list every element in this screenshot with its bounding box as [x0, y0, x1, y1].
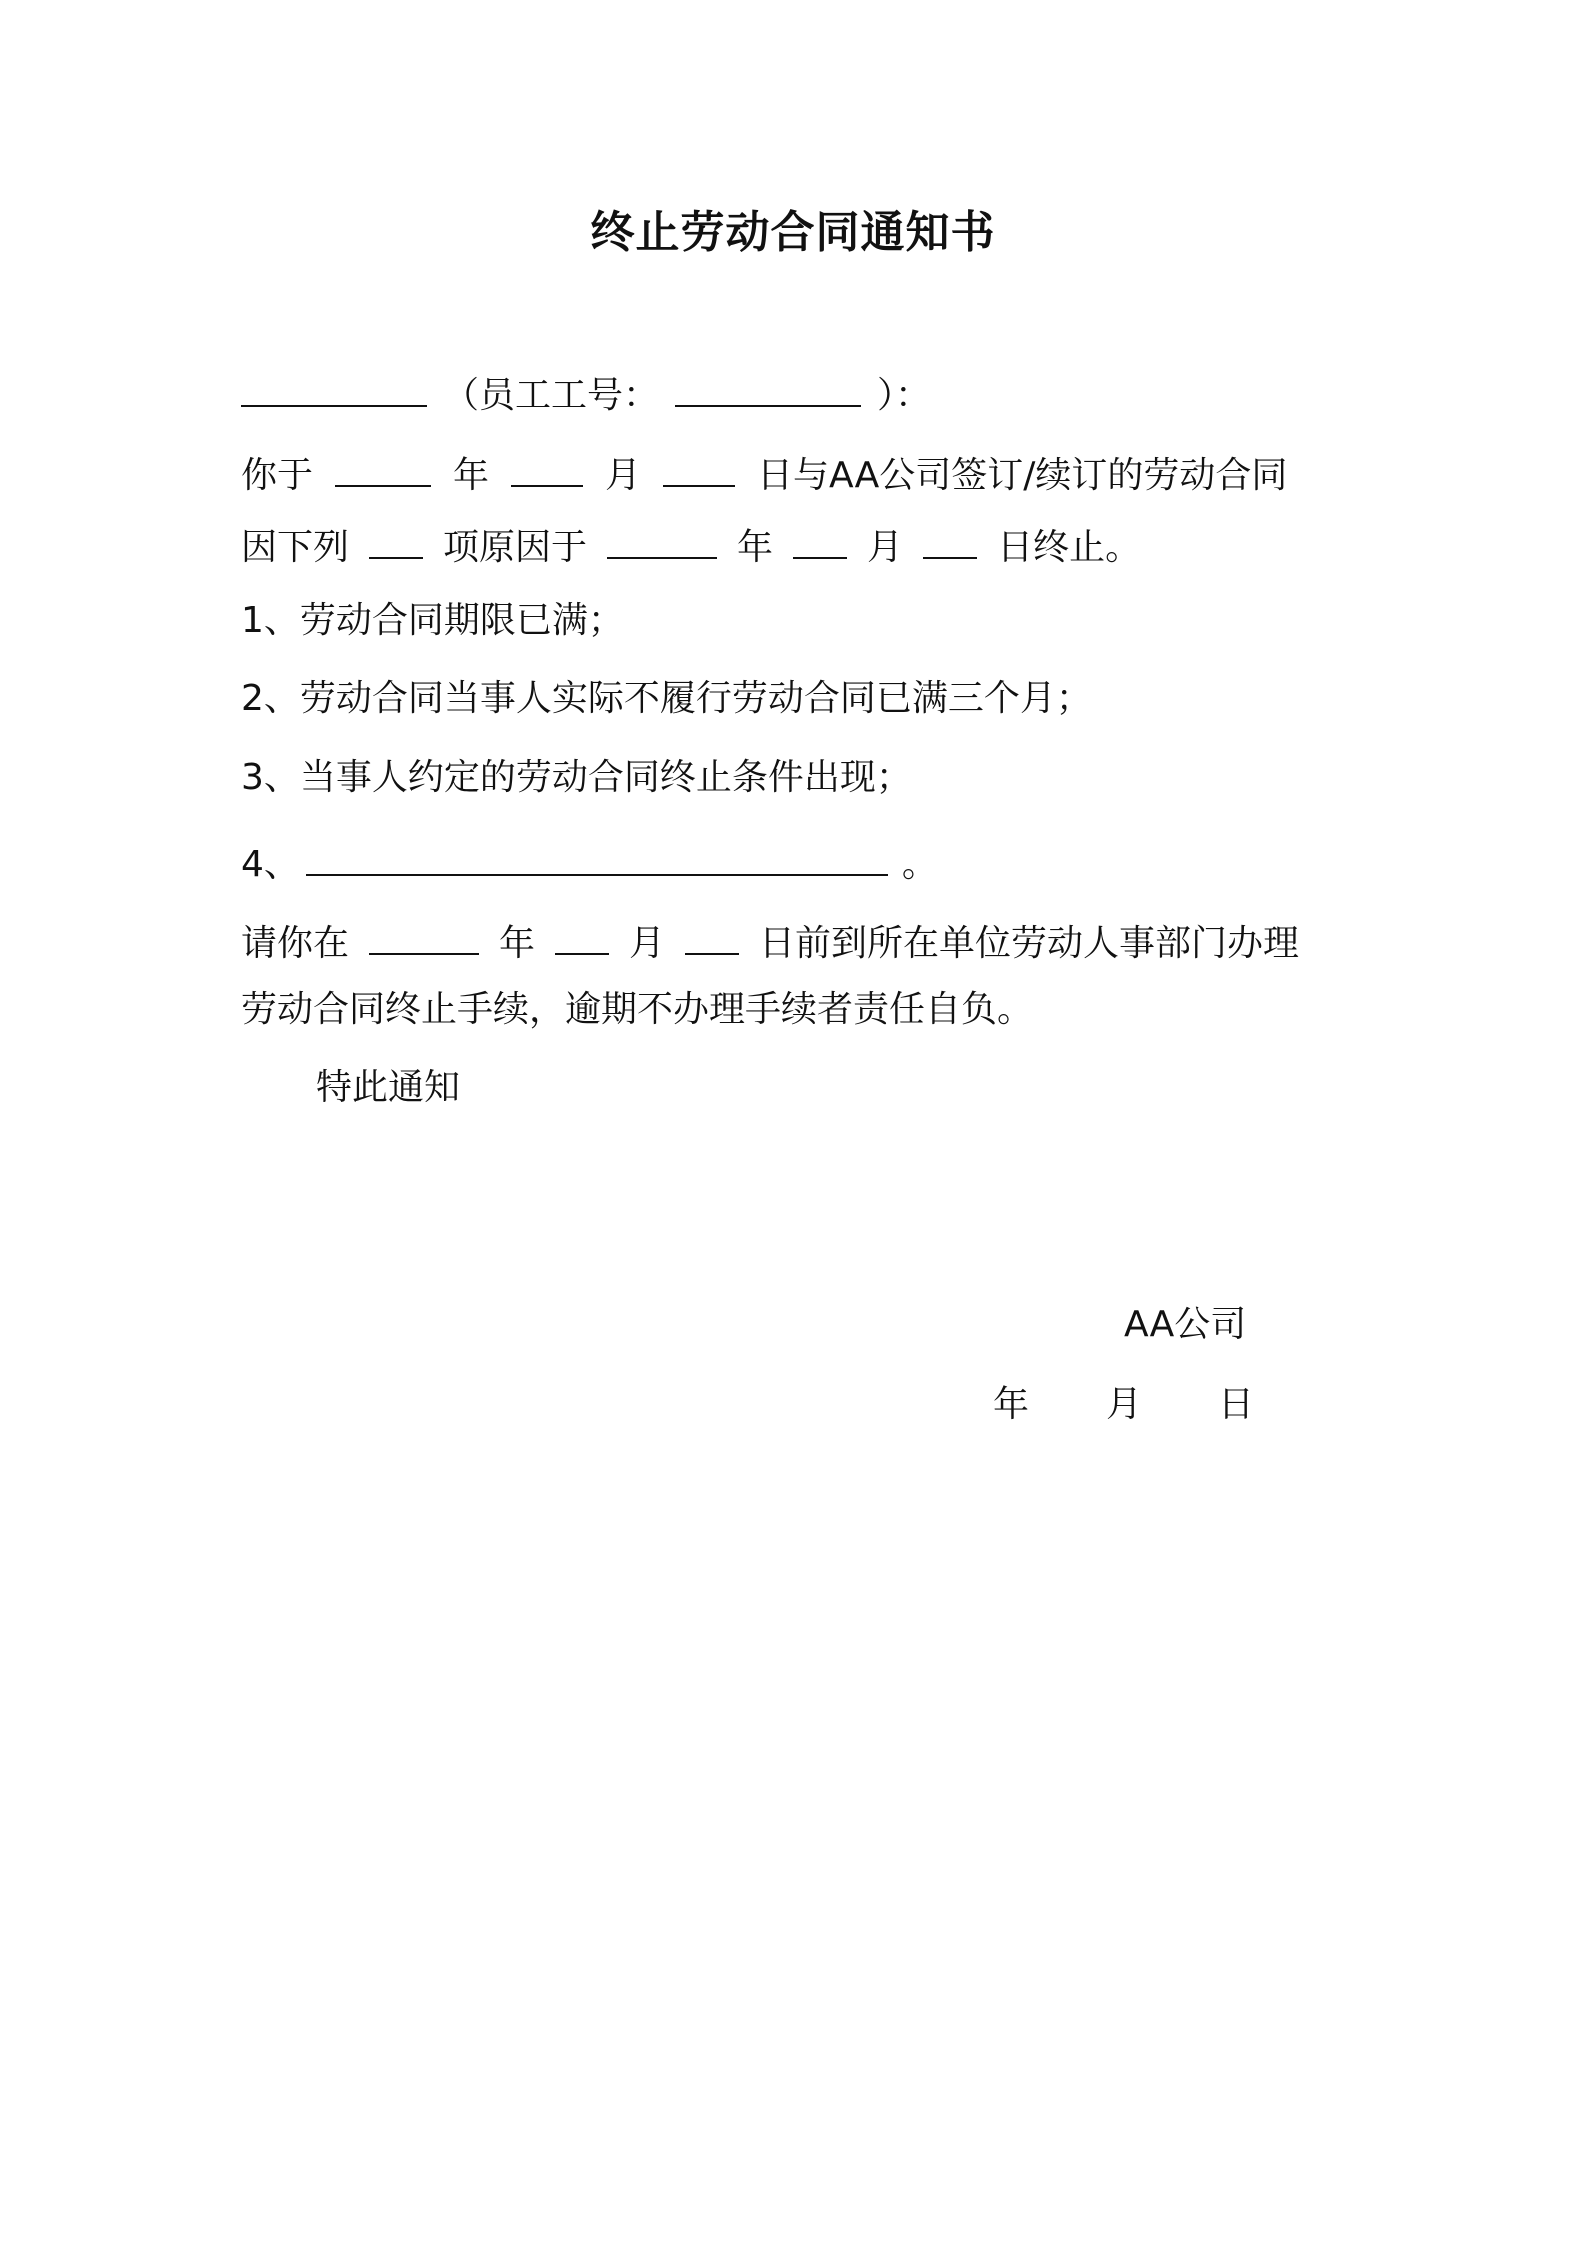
paragraph2-line2: 劳动合同终止手续，逾期不办理手续者责任自负。 [241, 989, 1034, 1030]
reason-item-other [241, 834, 938, 890]
end-year-blank [607, 517, 717, 559]
employee-id-label: （员工工号： [443, 375, 660, 416]
reason4-prefix: 4、 [241, 844, 300, 885]
sign-date-prefix: 你于 [241, 455, 314, 496]
deadline-year-label: 年 [499, 923, 536, 964]
sign-month-label: 月 [605, 455, 642, 496]
other-reason-blank [306, 834, 888, 876]
deadline-day-blank [685, 913, 739, 955]
reason-item: 3、当事人约定的劳动合同终止条件出现； [241, 757, 912, 798]
reason-prefix: 因下列 [241, 527, 350, 568]
employee-name-blank [241, 365, 427, 407]
deadline-prefix: 请你在 [241, 923, 350, 964]
reason-number-blank [369, 517, 423, 559]
paragraph1-line2 [241, 517, 1141, 573]
end-month-blank [793, 517, 847, 559]
signature-day-label: 日 [1218, 1384, 1255, 1425]
signature-year-label: 年 [993, 1384, 1030, 1425]
notice-text: 特此通知 [316, 1067, 461, 1108]
end-date-suffix: 日终止。 [997, 527, 1142, 568]
reason-item: 2、劳动合同当事人实际不履行劳动合同已满三个月； [241, 678, 1092, 719]
sign-day-blank [663, 445, 735, 487]
sign-year-label: 年 [453, 455, 490, 496]
end-month-label: 月 [867, 527, 904, 568]
reason-item: 1、劳动合同期限已满； [241, 600, 624, 641]
company-signature: AA公司 [1124, 1304, 1247, 1345]
end-day-blank [923, 517, 977, 559]
deadline-suffix: 日前到所在单位劳动人事部门办理 [759, 923, 1300, 964]
paragraph1-line1 [241, 445, 1287, 501]
end-year-label: 年 [737, 527, 774, 568]
paragraph2-line1 [241, 913, 1299, 969]
sign-date-suffix: 日与AA公司签订/续订的劳动合同 [757, 455, 1288, 496]
deadline-year-blank [369, 913, 479, 955]
employee-id-blank [675, 365, 861, 407]
header-closing: ）： [877, 375, 932, 416]
deadline-month-label: 月 [629, 923, 666, 964]
reason4-suffix: 。 [901, 844, 938, 885]
reason-middle: 项原因于 [443, 527, 588, 568]
sign-month-blank [511, 445, 583, 487]
addressee-line [241, 365, 931, 421]
sign-year-blank [335, 445, 431, 487]
document-title: 终止劳动合同通知书 [590, 207, 996, 258]
signature-month-label: 月 [1106, 1384, 1143, 1425]
deadline-month-blank [555, 913, 609, 955]
